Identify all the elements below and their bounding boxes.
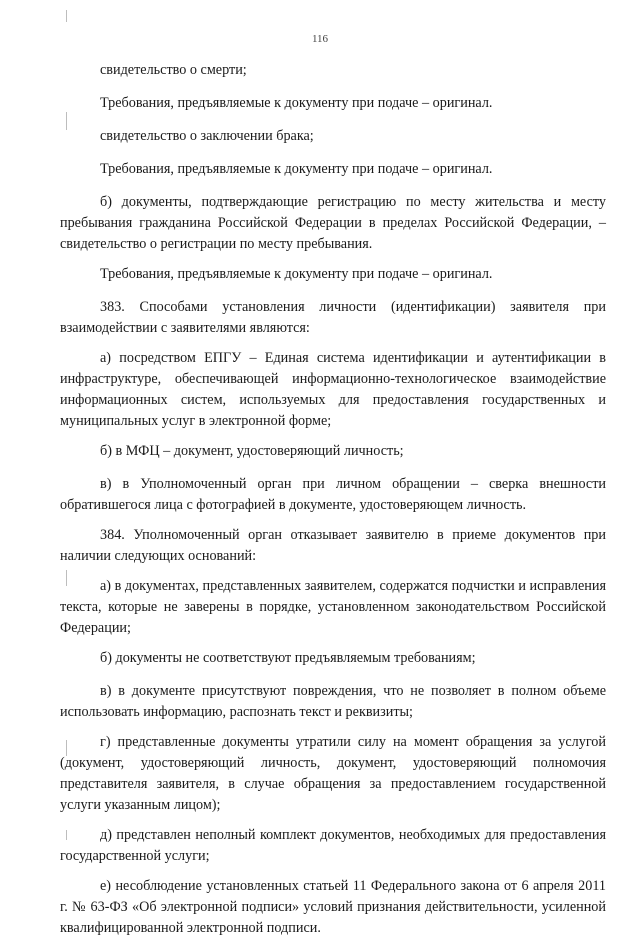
- paragraph: г) представленные документы утратили силу на момент обращения за услугой (документ, удостоверяющий личность, документ, удостоверяющий полномочия представителя заявителя, в случае обращения за предоставлением государственной услуги указанным лицом);: [60, 734, 606, 813]
- paragraph: свидетельство о заключении брака;: [100, 128, 314, 144]
- paragraph: свидетельство о смерти;: [100, 62, 247, 78]
- paragraph: Требования, предъявляемые к документу при подаче – оригинал.: [100, 95, 493, 111]
- paragraph: а) в документах, представленных заявителем, содержатся подчистки и исправления текста, которые не заверены в порядке, установленном законодательством Российской Федерации;: [60, 578, 606, 636]
- paragraph: е) несоблюдение установленных статьей 11 Федерального закона от 6 апреля 2011 г. № 63-ФЗ «Об электронной подписи» условий признания действительности, усиленной квалифицированной электронной подписи.: [60, 878, 606, 936]
- paragraph: б) документы, подтверждающие регистрацию по месту жительства и месту пребывания гражданина Российской Федерации в пределах Российской Федерации, – свидетельство о регистрации по месту пребывания.: [60, 194, 606, 252]
- paragraph: Требования, предъявляемые к документу при подаче – оригинал.: [100, 266, 493, 282]
- scan-artifact: [66, 10, 67, 22]
- page-number: 116: [311, 33, 329, 45]
- document-body: [60, 60, 606, 948]
- paragraph: 383. Способами установления личности (идентификации) заявителя при взаимодействии с заявителями являются:: [60, 299, 606, 336]
- paragraph: а) посредством ЕПГУ – Единая система идентификации и аутентификации в инфраструктуре, обеспечивающей информационно-технологическое взаимодействие информационных систем, используемых для предоставления государственных и муниципальных услуг в электронной форме;: [60, 350, 606, 429]
- paragraph: Требования, предъявляемые к документу при подаче – оригинал.: [100, 161, 493, 177]
- paragraph: 384. Уполномоченный орган отказывает заявителю в приеме документов при наличии следующих оснований:: [60, 527, 606, 564]
- paragraph: б) документы не соответствуют предъявляемым требованиям;: [100, 650, 476, 666]
- paragraph: д) представлен неполный комплект документов, необходимых для предоставления государственной услуги;: [60, 827, 606, 864]
- paragraph: б) в МФЦ – документ, удостоверяющий личность;: [100, 443, 404, 459]
- paragraph: в) в документе присутствуют повреждения, что не позволяет в полном объеме использовать информацию, распознать текст и реквизиты;: [60, 683, 606, 720]
- paragraph: в) в Уполномоченный орган при личном обращении – сверка внешности обратившегося лица с фотографией в документе, удостоверяющем личность.: [60, 476, 606, 513]
